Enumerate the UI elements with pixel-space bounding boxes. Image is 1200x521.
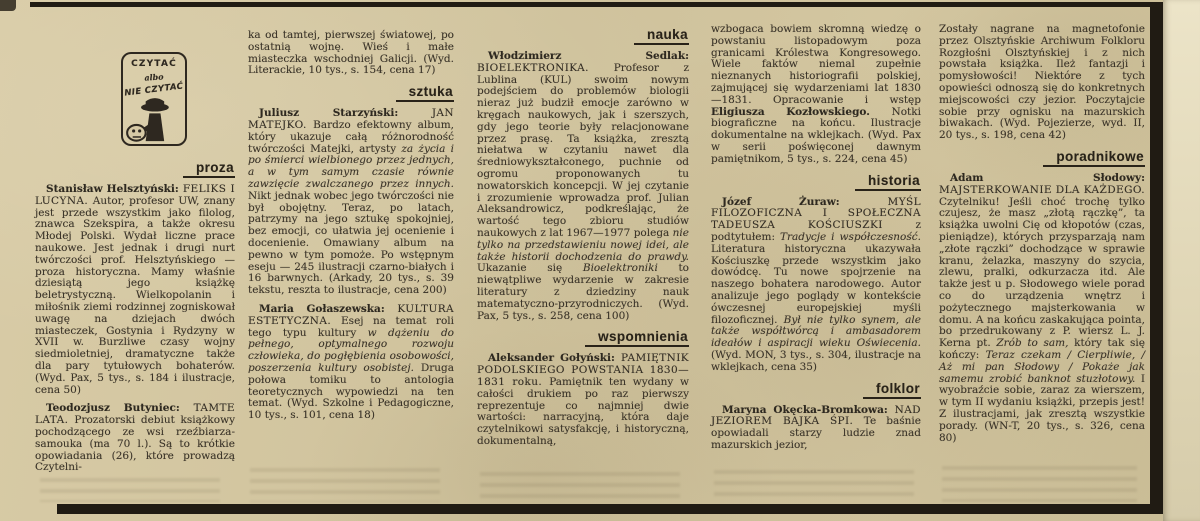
column-5 <box>939 24 1145 451</box>
text-segment-normal: Bardzo efektowny album, który ukazuje całą różnorodność twórczości Matejki, artysty <box>248 118 455 155</box>
section-header-proza <box>35 160 235 178</box>
section-header-folklor <box>711 381 921 399</box>
text-segment-italic: Tradycje i współczesność. <box>779 230 921 243</box>
column-4 <box>711 24 921 459</box>
text-segment-italic: nie tylko na przedstawieniu nowej idei, ale także historii dochodzenia do prawdy. <box>477 226 689 263</box>
reverse-side-showthrough <box>480 472 680 502</box>
text-segment-bold: Juliusz Starzyński: <box>259 107 432 120</box>
review-paragraph <box>477 353 689 447</box>
text-segment-normal: to niewątpliwe wydarzenie w zakresie literatury z dziedziny nauk matematyczno-przyrodniczych. (Wyd. Pax, 5 tys., s. 258, cena 100) <box>477 262 689 322</box>
page-margin-strip <box>1163 0 1200 521</box>
text-segment-italic: za życia i po śmierci wielbionego przez jednych, a w tym samym czasie równie zawzięcie zwalczanego przez innych. <box>248 142 454 190</box>
frame-right-rule <box>1150 2 1163 507</box>
frame-top-rule <box>30 2 1158 7</box>
column-2 <box>248 30 454 429</box>
logo-text-top: CZYTAĆ <box>131 59 177 69</box>
text-segment-caps: NAD JEZIOREM BAJKA ŚPI. <box>711 403 921 428</box>
text-segment-normal: wzbogaca bowiem skromną wiedzę o powstaniu listopadowym poza granicami Królestwa Kongresowego. Wiele faktów niemal zupełnie nieznanych historiografii polskiej, zajmującej się wydarzeniami lat 1830—1831. Opracowanie i wstęp <box>711 23 921 106</box>
text-segment-normal: Autor, profesor UW, znany jest przede wszystkim jako filolog, znawca Szekspira, a także okresu Młodej Polski. Wydał liczne prace naukowe. Jest jednak i drugi nurt twórczości prof. Helsztyńskiego — proza historyczna. Mamy właśnie dziesiątą jego książkę beletrystyczną. Wielkopolanin i miłośnik ziemi rodzinnej zogniskował uwagę na dziejach dwóch miasteczek, Gostynia i Rydzyny w XVII w. Burzliwe czasy wojny siedmioletniej, dramatyczne także dla pary tytułowych bohaterów. (Wyd. Pax, 5 tys., s. 184 i ilustracje, cena 50) <box>35 194 235 396</box>
text-segment-normal: z podtytułem: <box>711 219 921 243</box>
section-header-label: wspomnienia <box>585 329 689 347</box>
review-paragraph <box>711 24 921 166</box>
text-segment-bold: Maria Gołaszewska: <box>259 302 398 315</box>
section-header-poradnikowe <box>939 149 1145 167</box>
review-paragraph <box>248 30 454 77</box>
text-segment-normal: który tak się kończy: <box>939 337 1145 361</box>
review-paragraph <box>939 173 1145 444</box>
text-segment-bold: Maryna Okęcka-Bromkowa: <box>722 403 895 416</box>
review-paragraph <box>477 51 689 322</box>
text-segment-caps: MYŚL FILOZOFICZNA I SPOŁECZNA TADEUSZA KOŚCIUSZKI <box>711 195 921 232</box>
corner-ink-mark <box>0 0 16 11</box>
review-paragraph <box>711 405 921 452</box>
text-segment-normal: Te baśnie opowiadali starzy ludzie znad mazurskich jezior, <box>711 415 921 451</box>
section-header-sztuka <box>248 84 454 102</box>
text-segment-normal: Notki biograficzne na końcu. Ilustracje dokumentalne na wklejkach. (Wyd. Pax w serii poświęconej dawnym pamiętnikom, 5 tys., s. 224, cena 45) <box>711 105 921 165</box>
text-segment-bold: Adam Słodowy: <box>950 171 1145 184</box>
text-segment-caps: TAMTE LATA. <box>35 402 235 427</box>
text-segment-bold: Józef Żuraw: <box>722 195 888 208</box>
section-header-historia <box>711 173 921 191</box>
text-segment-normal: Druga połowa tomiku to antologia teoretycznych wypowiedzi na ten temat. (Wyd. Szkolne i Pedagogiczne, 10 tys., s. 101, cena 18) <box>248 361 454 422</box>
text-segment-caps: MAJSTERKOWANIE DLA KAŻDEGO. <box>939 183 1145 196</box>
reverse-side-showthrough <box>40 478 220 502</box>
text-segment-caps: KULTURA ESTETYCZNA. <box>248 302 454 327</box>
section-header-wspomnienia <box>477 329 689 347</box>
text-segment-normal: Literatura historyczna ukazywała Kościuszkę przede wszystkim jako dowódcę. Tu nowe spojrzenie na naszego bohatera narodowego. Autor analizuje jego poglądy w kontekście ówczesnej europejskiej myśli filozoficznej. <box>711 242 921 326</box>
column-3 <box>477 24 689 455</box>
text-segment-italic: w dążeniu do pełnego, optymalnego rozwoju człowieka, do pogłębienia osobowości, poszerzenia kultury osobistej. <box>248 326 454 374</box>
reverse-side-showthrough <box>250 468 440 502</box>
text-segment-italic: Zrób to sam, <box>996 337 1075 350</box>
review-paragraph <box>35 184 235 396</box>
column-logo-czytac-albo-nie-czytac <box>121 52 187 146</box>
section-header-label: folklor <box>863 381 921 399</box>
text-segment-caps: JAN MATEJKO. <box>248 107 454 131</box>
review-paragraph <box>248 108 454 297</box>
section-header-label: sztuka <box>396 84 454 102</box>
text-segment-caps: PAMIĘTNIK PODOLSKIEGO POWSTANIA 1830—1831 roku. <box>477 352 689 388</box>
text-segment-caps: BIOELEKTRONIKA. <box>477 61 614 74</box>
text-segment-italic: Był nie tylko synem, ale także współtwórcą i ambasadorem ideałów i aspiracji wieku Oświecenia. <box>711 313 921 350</box>
text-segment-normal: Esej na temat roli tego typu kultury <box>248 314 454 339</box>
review-paragraph <box>939 24 1145 142</box>
review-paragraph <box>35 403 235 474</box>
reverse-side-showthrough <box>942 466 1137 502</box>
text-segment-normal: Profesor z Lublina (KUL) swoim nowym podejściem do problemów biologii nieraz już budził emocje zarówno w kręgach naukowych, jak i szerszych, gdy jego teorie były relacjonowane przez prasę. Ta książka, zresztą niełatwa w czytaniu nawet dla średniowykształconego, puchnie od ogromu proponowanych tu nowatorskich koncepcji. W jej czytanie i zrozumienie wprowadza prof. Julian Aleksandrowicz, podkreślając, że wartość tego zbioru studiów naukowych z lat 1967—1977 polega <box>477 61 689 239</box>
text-segment-italic: Teraz czekam / Cierpliwie, / Aż mi pan Słodowy / Pokaże jak samemu zrobić banknot stuzłotowy. <box>939 348 1145 385</box>
text-segment-normal: Ukazanie się <box>477 262 583 275</box>
reader-with-skull-icon <box>124 93 184 143</box>
text-segment-bold: Teodozjusz Butyniec: <box>46 402 194 415</box>
text-segment-normal: I wyobraźcie sobie, zaraz za wierszem, w tym II wydaniu książki, przepis jest! Z ilustracjami, jak zresztą wszystkie porady. (WN-T, 20 tys., s. 326, cena 80) <box>939 372 1145 444</box>
reverse-side-showthrough <box>714 470 914 502</box>
text-segment-normal: ka od tamtej, pierwszej światowej, po ostatnią wojnę. Wieś i małe miasteczka wschodniej Galicji. (Wyd. Literackie, 10 tys., s. 154, cena 17) <box>248 29 454 77</box>
review-paragraph <box>711 197 921 374</box>
text-segment-normal: Prozatorski debiut książkowy pochodzącego ze wsi rzeźbiarza-samouka (ma 70 l.). Są to krótkie opowiadania (26), które prowadzą Czytelni- <box>35 414 236 474</box>
section-header-label: proza <box>183 160 235 178</box>
text-segment-italic: Bioelektroniki <box>582 262 679 275</box>
text-segment-normal: Pamiętnik ten wydany w całości drukiem po raz pierwszy reprezentuje co najmniej dwie wartości: narracyjną, która daje czytelnikowi satysfakcję, i historyczną, dokumentalną, <box>477 375 689 447</box>
column-1 <box>35 42 235 481</box>
text-segment-bold: Stanisław Helsztyński: <box>46 183 183 195</box>
text-segment-bold: Aleksander Gołyński: <box>488 352 621 365</box>
logo-text-middle: albo <box>144 71 164 83</box>
text-segment-normal: Zostały nagrane na magnetofonie przez Olsztyńskie Archiwum Folkloru Rozgłośni Olsztyńskiej i z nich powstała książka. Ileż fantazji i pomysłowości! Niektóre z tych opowieści odnoszą się do konkretnych miejscowości czy jezior. Poczytajcie sobie przy ognisku na mazurskich biwakach. (Wyd. Pojezierze, wyd. II, 20 tys., s. 198, cena 42) <box>939 23 1145 142</box>
text-segment-caps: FELIKS I LUCYNA. <box>35 183 235 207</box>
review-paragraph <box>248 304 454 422</box>
text-segment-normal: (Wyd. MON, 3 tys., s. 304, ilustracje na wklejkach, cena 35) <box>711 348 921 373</box>
section-header-label: historia <box>855 173 921 191</box>
text-segment-bold: Eligiusza Kozłowskiego. <box>711 105 892 118</box>
text-segment-bold: Włodzimierz Sedlak: <box>488 50 689 62</box>
section-header-nauka <box>477 27 689 45</box>
text-segment-normal: Czytelniku! Jeśli choć trochę tylko czujesz, że masz „złotą rączkę”, ta książka uwolni Cię od kłopotów (czas, pieniądze), których przysparzają nam „złote rączki” dochodzące w sprawie kranu, żelazka, maszyny do szycia, zlewu, pralki, odkurzacza itd. Ale także jest u p. Słodowego wiele porad co do urządzenia wnętrz i pożytecznego majsterkowania w domu. A na końcu zaskakująca pointa, bo przedrukowany z P. wiersz L. J. Kerna pt. <box>939 195 1145 350</box>
logo-text-bottom: NIE CZYTAĆ <box>123 81 184 99</box>
section-header-label: poradnikowe <box>1043 149 1145 167</box>
frame-bottom-rule <box>57 504 1163 514</box>
section-header-label: nauka <box>634 27 689 45</box>
text-segment-normal: Nikt jednak wobec jego twórczości nie był obojętny. Teraz, po latach, patrzymy na jego sztukę spokojniej, bez emocji, co ułatwia jej ocenienie i docenienie. Omawiany album na pewno w tym pomoże. Po wstępnym eseju — 245 ilustracji czarno-białych i 16 barwnych. (Arkady, 20 tys., s. 39 tekstu, reszta to ilustracje, cena 200) <box>248 189 454 297</box>
